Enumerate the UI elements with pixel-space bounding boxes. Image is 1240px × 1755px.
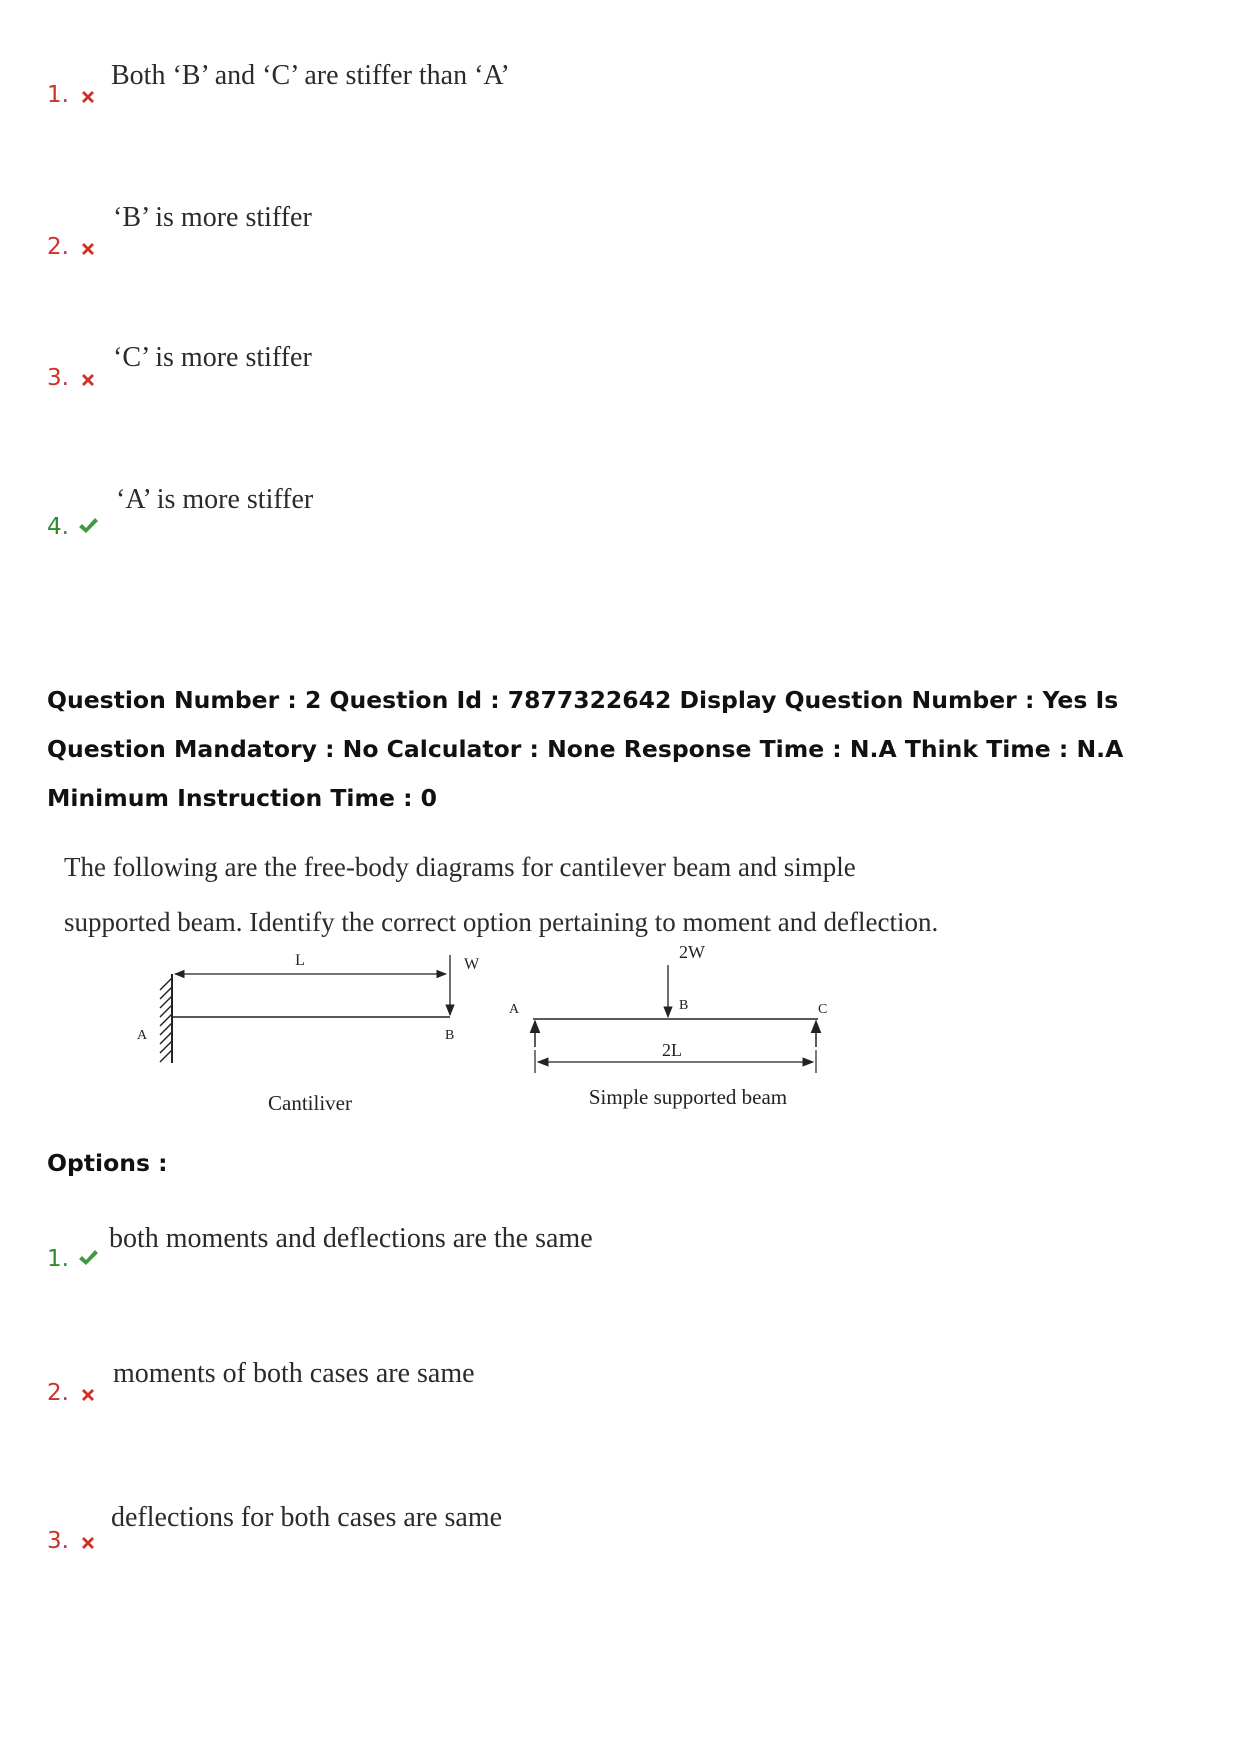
mid-point-label: B bbox=[679, 998, 689, 1013]
option-text: moments of both cases are same bbox=[113, 1358, 475, 1389]
option-number: 2. bbox=[47, 1380, 69, 1406]
cross-icon bbox=[79, 240, 97, 258]
cantilever-diagram bbox=[137, 952, 480, 1115]
simple-beam-diagram bbox=[509, 942, 827, 1109]
option-text: ‘B’ is more stiffer bbox=[113, 202, 312, 233]
cantilever-caption: Cantiliver bbox=[268, 1091, 352, 1115]
option-number: 2. bbox=[47, 234, 69, 260]
cross-icon bbox=[79, 1386, 97, 1404]
fixed-support-hatching bbox=[160, 978, 172, 1062]
option-number: 4. bbox=[47, 514, 69, 540]
load-label: W bbox=[464, 956, 480, 973]
simple-beam-caption: Simple supported beam bbox=[588, 1085, 788, 1109]
free-end-label: B bbox=[445, 1028, 455, 1043]
option-text: ‘A’ is more stiffer bbox=[116, 484, 314, 515]
option-number: 1. bbox=[47, 1246, 69, 1272]
span-label: 2L bbox=[662, 1040, 682, 1060]
length-label: L bbox=[295, 952, 305, 969]
fixed-end-label: A bbox=[137, 1028, 148, 1043]
option-1[interactable] bbox=[47, 1223, 947, 1306]
prev-option-1 bbox=[47, 60, 947, 132]
option-2[interactable] bbox=[47, 1358, 947, 1440]
question-text: The following are the free-body diagrams for cantilever beam and simple supported beam. Identify the correct option pertaining to moment and deflection. bbox=[64, 852, 939, 937]
cross-icon bbox=[79, 1534, 97, 1552]
prev-option-2 bbox=[47, 202, 947, 286]
option-3[interactable] bbox=[47, 1502, 947, 1588]
cross-icon bbox=[79, 88, 97, 106]
right-end-label: C bbox=[818, 1002, 828, 1017]
left-end-label: A bbox=[509, 1002, 520, 1017]
option-text: both moments and deflections are the same bbox=[109, 1223, 593, 1254]
check-icon bbox=[77, 1248, 99, 1268]
question-meta: Question Number : 2 Question Id : 7877322642 Display Question Number : Yes Is Question Mandatory : No Calculator : None Response Time : N.A Think Time : N.A Minimum Instruction Time : 0 bbox=[47, 686, 1124, 812]
prev-option-3 bbox=[47, 342, 947, 417]
prev-option-4 bbox=[47, 484, 947, 568]
cross-icon bbox=[79, 371, 97, 389]
option-number: 3. bbox=[47, 1528, 69, 1554]
options-heading: Options : bbox=[47, 1149, 168, 1177]
option-number: 1. bbox=[47, 82, 69, 108]
option-text: deflections for both cases are same bbox=[111, 1502, 503, 1533]
option-text: Both ‘B’ and ‘C’ are stiffer than ‘A’ bbox=[111, 60, 510, 91]
option-text: ‘C’ is more stiffer bbox=[113, 342, 312, 373]
load-label: 2W bbox=[679, 942, 705, 962]
option-number: 3. bbox=[47, 365, 69, 391]
beam-diagram bbox=[0, 935, 900, 1135]
check-icon bbox=[77, 516, 99, 536]
